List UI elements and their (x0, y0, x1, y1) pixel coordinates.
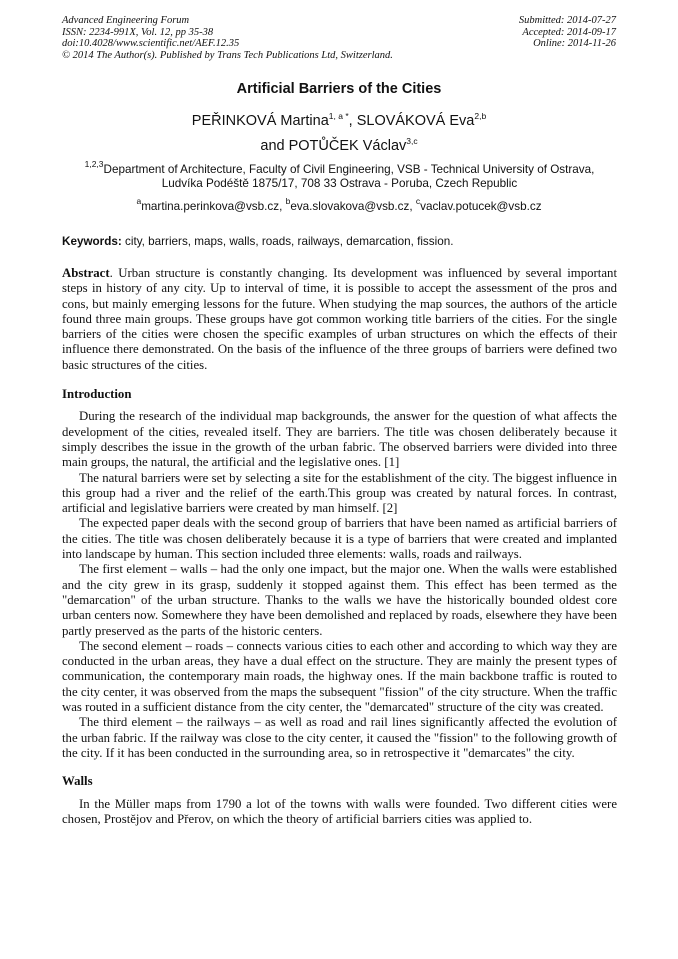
abstract-text: . Urban structure is constantly changing. Its development was influenced by several important steps in history of any city. Up to interval of time, it is possible to accept the assessment of the pros and cons, but mainly emerging lessons for the future. When studying the map sources, the authors of the article found three main groups. These groups have got common working title barriers of the cities. For the single barriers of the cities were chosen the specific examples of urban structures on which the effects of their influence there demonstrated. On the basis of the influence of the three groups of barriers were defined two basic structures of the cities. (62, 266, 617, 372)
authors-line-1 (0, 113, 678, 129)
author-separator: , (348, 113, 357, 129)
affiliation-text-1: Department of Architecture, Faculty of Civil Engineering, VSB - Technical University of Ostrava, (103, 163, 595, 176)
author-emails (0, 196, 678, 213)
intro-paragraph-3: The expected paper deals with the second group of barriers that have been named as artificial barriers of the cities. The title was chosen deliberately because it is a type of barriers that were created and implanted into landscape by human. This section included three elements: walls, roads and railways. (62, 516, 617, 562)
keywords-label: Keywords: (62, 235, 122, 248)
journal-issn: ISSN: 2234-991X, Vol. 12, pp 35-38 (62, 26, 214, 38)
journal-copyright: © 2014 The Author(s). Published by Trans Tech Publications Ltd, Switzerland. (62, 49, 393, 61)
paper-title: Artificial Barriers of the Cities (236, 81, 442, 97)
email-sup-b: b (285, 196, 291, 206)
submitted-date: Submitted: 2014-07-27 (518, 15, 616, 26)
affiliation-line-1 (62, 159, 617, 177)
author-3-prefix: and (260, 138, 289, 154)
online-date: Online: 2014-11-26 (533, 38, 616, 50)
journal-header-left (62, 15, 393, 61)
email-sup-a: a (136, 196, 142, 206)
keywords (62, 235, 617, 248)
affiliation-line-2: Ludvíka Podéště 1875/17, 708 33 Ostrava - Poruba, Czech Republic (161, 177, 518, 191)
walls-heading: Walls (62, 774, 93, 789)
journal-name: Advanced Engineering Forum (62, 15, 190, 26)
author-2-name: SLOVÁKOVÁ Eva (356, 113, 475, 129)
abstract (62, 266, 617, 373)
author-3-name: POTŮČEK Václav (288, 138, 407, 154)
keywords-text: city, barriers, maps, walls, roads, railways, demarcation, fission. (121, 235, 454, 248)
abstract-label: Abstract (62, 266, 110, 280)
author-1-name: PEŘINKOVÁ Martina (191, 113, 329, 129)
intro-paragraph-2: The natural barriers were set by selecting a site for the establishment of the city. The biggest influence in this group had a river and the relief of the earth.This group was created by natural forces. In contrast, artificial and legislative barriers were created by man himself. [2] (62, 470, 617, 516)
affiliation-sup: 1,2,3 (84, 159, 104, 169)
intro-paragraph-4: The first element – walls – had the only one impact, but the major one. When the walls were established and the city grew in its grasp, suddenly it stopped against them. This effect has been termed as the "demarcation" of the urban structure. Thanks to the walls we have the historically bounded oldest core urban centers now. Somewhere they have been demolished and replaced by roads, elsewhere they have been partly preserved as the parts of the historic centers. (62, 562, 617, 638)
author-1-sup: 1, a * (328, 111, 349, 121)
intro-paragraph-6: The third element – the railways – as well as road and rail lines significantly affected the evolution of the urban fabric. If the railway was close to the city center, it caused the "fission" to the following growth of the city. If it has been conducted in the surrounding area, so in retrospective it "demarcates" the city. (62, 715, 617, 760)
accepted-date: Accepted: 2014-09-17 (522, 26, 616, 38)
email-b: eva.slovakova@vsb.cz, (290, 200, 416, 213)
paper-body (62, 266, 617, 827)
email-sup-c: c (415, 196, 421, 206)
journal-doi: doi:10.4028/www.scientific.net/AEF.12.35 (62, 38, 240, 50)
walls-paragraph: In the Müller maps from 1790 a lot of the towns with walls were founded. Two different cities were chosen, Prostějov and Přerov, on which the theory of artificial barriers cities was applied to. (62, 796, 617, 826)
author-3-sup: 3,c (406, 136, 418, 146)
email-c: vaclav.potucek@vsb.cz (420, 200, 542, 213)
intro-paragraph-1: During the research of the individual map backgrounds, the answer for the question of what affects the development of the cities, revealed itself. They are barriers. The title was chosen deliberately because it simply describes the issue in the growth of the urban fabric. The observed barriers were divided into three main groups, the natural, the artificial and the legislative ones. [1] (62, 409, 617, 470)
affiliation (62, 159, 617, 191)
journal-header-right (519, 15, 616, 50)
intro-paragraph-5: The second element – roads – connects various cities to each other and according to which way they are conducted in the urban areas, they have a dual effect on the structure. They are mainly the present types of communication, the contemporary main roads, the highway ones. If the main backbone traffic is routed to the city center, it was observed from the maps the subsequent "fission" of the city structure. When the traffic was routed in a sufficient distance from the city center, the "demarcated" structure of the city was created. (62, 638, 617, 715)
authors-line-2 (0, 138, 678, 154)
author-2-sup: 2,b (474, 111, 487, 121)
introduction-heading: Introduction (62, 387, 132, 402)
email-a: martina.perinkova@vsb.cz, (141, 200, 286, 213)
